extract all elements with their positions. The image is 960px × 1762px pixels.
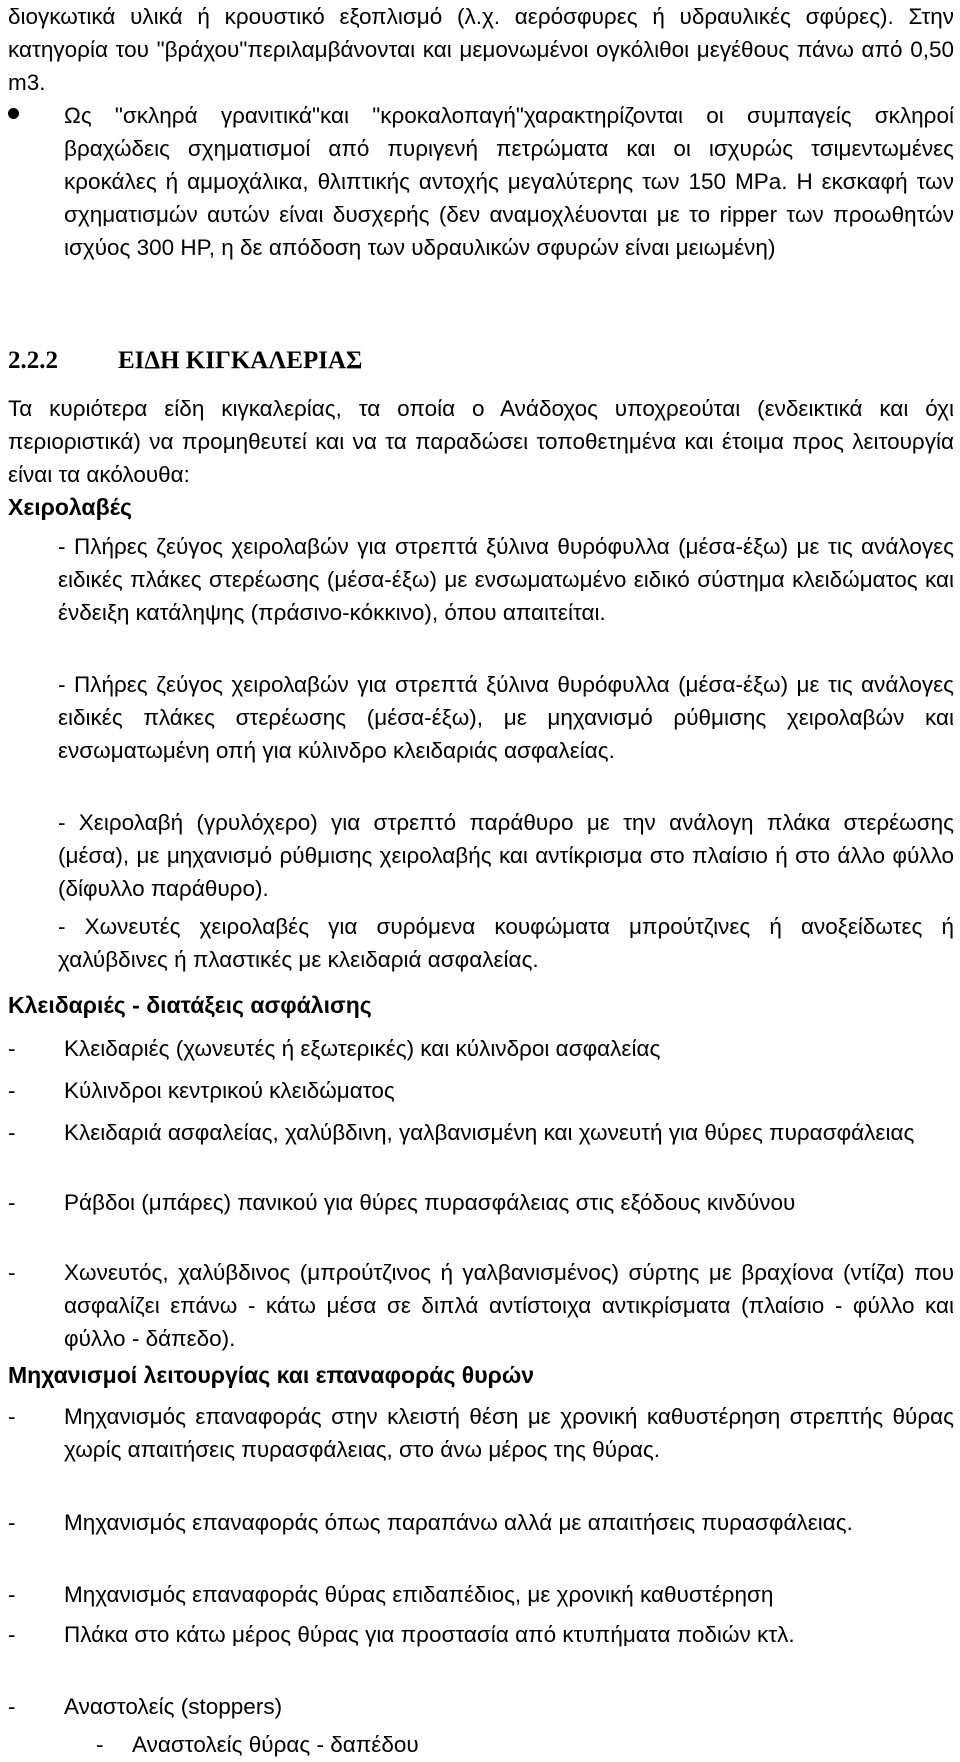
handles-item-2: - Πλήρες ζεύγος χειρολαβών για στρεπτά ξύλινα θυρόφυλλα (μέσα-έξω) με τις ανάλογες ειδικές πλάκες στερέωσης (μέσα-έξω), με μηχανισμό ρύθμισης χειρολαβών και ενσωματωμένη οπή για κύλινδρο κλειδαριάς ασφαλείας. [58,672,954,763]
dash-marker: - [8,1510,16,1535]
mechanisms-heading: Μηχανισμοί λειτουργίας και επαναφοράς θυρών [8,1362,535,1388]
dash-marker: - [8,1694,16,1719]
dash-marker: - [8,1260,16,1285]
mechanisms-item-4 [8,1618,954,1651]
dash-marker: - [8,1622,16,1647]
locks-item-3 [8,1116,954,1149]
dash-marker: - [8,1190,16,1215]
handles-item-4: - Χωνευτές χειρολαβές για συρόμενα κουφώματα μπρούτζινες ή ανοξείδωτες ή χαλύβδινες ή πλαστικές με κλειδαριά ασφαλείας. [58,914,954,972]
section-number: 2.2.2 [8,347,58,374]
dash-marker: - [8,1036,16,1061]
locks-item-4-text: Ράβδοι (μπάρες) πανικού για θύρες πυρασφάλειας στις εξόδους κινδύνου [64,1190,796,1215]
locks-item-5 [8,1256,954,1355]
mechanisms-subitem-text: Αναστολείς θύρας - δαπέδου [132,1732,419,1757]
locks-item-1-text: Κλειδαριές (χωνευτές ή εξωτερικές) και κύλινδροι ασφαλείας [64,1036,661,1061]
bullet-paragraph: Ως "σκληρά γρανιτικά"και "κροκαλοπαγή"χαρακτηρίζονται οι συμπαγείς σκληροί βραχώδεις σχηματισμοί από πυριγενή πετρώματα και οι ισχυρώς τσιμεντωμένες κροκάλες ή αμμοχάλικα, θλιπτικής αντοχής μεγαλύτερης των 150 MPa. Η εκσκαφή των σχηματισμών αυτών είναι δυσχερής (δεν αναμοχλέυονται με το ripper των προωθητών ισχύος 300 HP, η δε απόδοση των υδραυλικών σφυρών είναι μειωμένη) [64,103,954,260]
mechanisms-item-4-text: Πλάκα στο κάτω μέρος θύρας για προστασία από κτυπήματα ποδιών κτλ. [64,1622,795,1647]
mechanisms-item-1 [8,1400,954,1466]
locks-item-3-text: Κλειδαριά ασφαλείας, χαλύβδινη, γαλβανισμένη και χωνευτή για θύρες πυρασφάλειας [64,1120,915,1145]
mechanisms-subitem [96,1728,954,1761]
locks-item-5-text: Χωνευτός, χαλύβδινος (μπρούτζινος ή γαλβανισμένος) σύρτης με βραχίονα (ντίζα) που ασφαλίζει επάνω - κάτω μέσα σε διπλά αντίστοιχα αντικρίσματα (πλαίσιο - φύλλο και φύλλο - δάπεδο). [64,1260,954,1351]
handles-item-3: - Χειρολαβή (γρυλόχερο) για στρεπτό παράθυρο με την ανάλογη πλάκα στερέωσης (μέσα), με μηχανισμό ρύθμισης χειρολαβής και αντίκρισμα στο πλαίσιο ή στο άλλο φύλλο (δίφυλλο παράθυρο). [58,810,954,901]
dash-marker: - [8,1078,16,1103]
locks-item-2-text: Κύλινδροι κεντρικού κλειδώματος [64,1078,395,1103]
section-intro: Τα κυριότερα είδη κιγκαλερίας, τα οποία ο Ανάδοχος υποχρεούται (ενδεικτικά και όχι περιοριστικά) να προμηθευτεί και να τα παραδώσει τοποθετημένα και έτοιμα προς λειτουργία είναι τα ακόλουθα: [8,396,954,487]
mechanisms-item-1-text: Μηχανισμός επαναφοράς στην κλειστή θέση με χρονική καθυστέρηση στρεπτής θύρας χωρίς απαιτήσεις πυρασφάλειας, στο άνω μέρος της θύρας. [64,1404,954,1462]
locks-heading: Κλειδαριές - διατάξεις ασφάλισης [8,992,372,1018]
mechanisms-item-5 [8,1690,954,1723]
mechanisms-item-2-text: Μηχανισμός επαναφοράς όπως παραπάνω αλλά με απαιτήσεις πυρασφάλειας. [64,1510,853,1535]
mechanisms-item-5-text: Αναστολείς (stoppers) [64,1694,283,1719]
dash-marker: - [8,1404,16,1429]
mechanisms-item-3-text: Μηχανισμός επαναφοράς θύρας επιδαπέδιος, με χρονική καθυστέρηση [64,1582,774,1607]
locks-item-4 [8,1186,954,1219]
dash-marker: - [8,1582,16,1607]
locks-item-1 [8,1032,954,1065]
bullet-icon [8,108,19,119]
mechanisms-item-2 [8,1506,954,1539]
dash-marker: - [8,1120,16,1145]
continuation-paragraph: διογκωτικά υλικά ή κρουστικό εξοπλισμό (λ.χ. αερόσφυρες ή υδραυλικές σφύρες). Στην κατηγορία του "βράχου"περιλαμβάνονται και μεμονωμένοι ογκόλιθοι μεγέθους πάνω από 0,50 m3. [8,4,954,95]
section-title: ΕΙΔΗ ΚΙΓΚΑΛΕΡΙΑΣ [118,347,363,374]
locks-item-2 [8,1074,954,1107]
handles-item-1: - Πλήρες ζεύγος χειρολαβών για στρεπτά ξύλινα θυρόφυλλα (μέσα-έξω) με τις ανάλογες ειδικές πλάκες στερέωσης (μέσα-έξω) με ενσωματωμένο ειδικό σύστημα κλειδώματος και ένδειξη κατάληψης (πράσινο-κόκκινο), όπου απαιτείται. [58,534,954,625]
section-heading [8,344,362,378]
mechanisms-item-3 [8,1578,954,1611]
handles-heading: Χειρολαβές [8,494,132,520]
dash-marker: - [96,1732,104,1757]
